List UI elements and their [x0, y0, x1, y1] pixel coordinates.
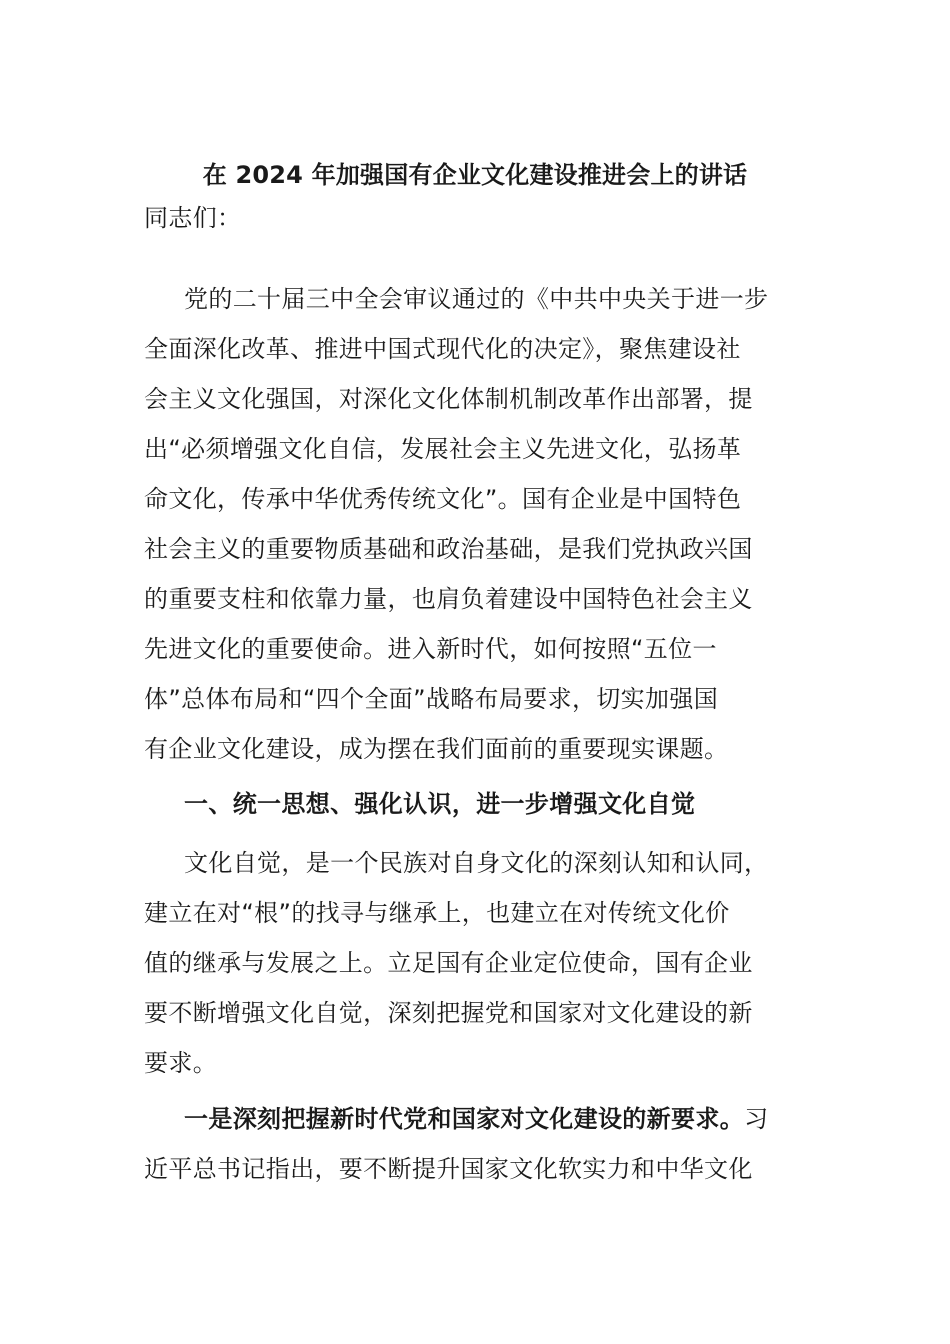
intro-paragraph — [144, 274, 808, 774]
point1-paragraph — [144, 1094, 808, 1194]
salutation — [144, 193, 808, 243]
paragraph-line: 的重要支柱和依靠力量，也肩负着建设中国特色社会主义 — [144, 585, 753, 613]
section-heading — [144, 779, 808, 829]
paragraph-line: 文化自觉，是一个民族对自身文化的深刻认知和认同， — [184, 849, 769, 877]
paragraph-line: 会主义文化强国，对深化文化体制机制改革作出部署，提 — [144, 385, 753, 413]
paragraph-line: 体”总体布局和“四个全面”战略布局要求，切实加强国 — [144, 685, 719, 713]
paragraph-line: 党的二十届三中全会审议通过的《中共中央关于进一步 — [184, 285, 769, 313]
paragraph-line: 要求。 — [144, 1049, 218, 1077]
paragraph-line: 出“必须增强文化自信，发展社会主义先进文化，弘扬革 — [144, 435, 742, 463]
salutation-text: 同志们： — [144, 204, 242, 232]
section1-paragraph — [144, 838, 808, 1088]
paragraph-line: 值的继承与发展之上。立足国有企业定位使命，国有企业 — [144, 949, 753, 977]
point1-lead-tail: 习 — [744, 1105, 769, 1133]
paragraph-line: 全面深化改革、推进中国式现代化的决定》，聚焦建设社 — [144, 335, 741, 363]
paragraph-line — [144, 1094, 808, 1144]
document-title: 在 2024 年加强国有企业文化建设推进会上的讲话 — [202, 161, 748, 189]
paragraph-line: 有企业文化建设，成为摆在我们面前的重要现实课题。 — [144, 735, 729, 763]
paragraph-line: 先进文化的重要使命。进入新时代，如何按照“五位一 — [144, 635, 717, 663]
paragraph-line: 命文化，传承中华优秀传统文化”。国有企业是中国特色 — [144, 485, 742, 513]
paragraph-line: 社会主义的重要物质基础和政治基础，是我们党执政兴国 — [144, 535, 753, 563]
paragraph-line: 建立在对“根”的找寻与继承上，也建立在对传统文化价 — [144, 899, 730, 927]
paragraph-line: 要不断增强文化自觉，深刻把握党和国家对文化建设的新 — [144, 999, 753, 1027]
point1-bold-lead: 一是深刻把握新时代党和国家对文化建设的新要求。 — [184, 1105, 745, 1133]
paragraph-line: 近平总书记指出，要不断提升国家文化软实力和中华文化 — [144, 1155, 753, 1183]
section-heading-text: 一、统一思想、强化认识，进一步增强文化自觉 — [184, 790, 696, 818]
